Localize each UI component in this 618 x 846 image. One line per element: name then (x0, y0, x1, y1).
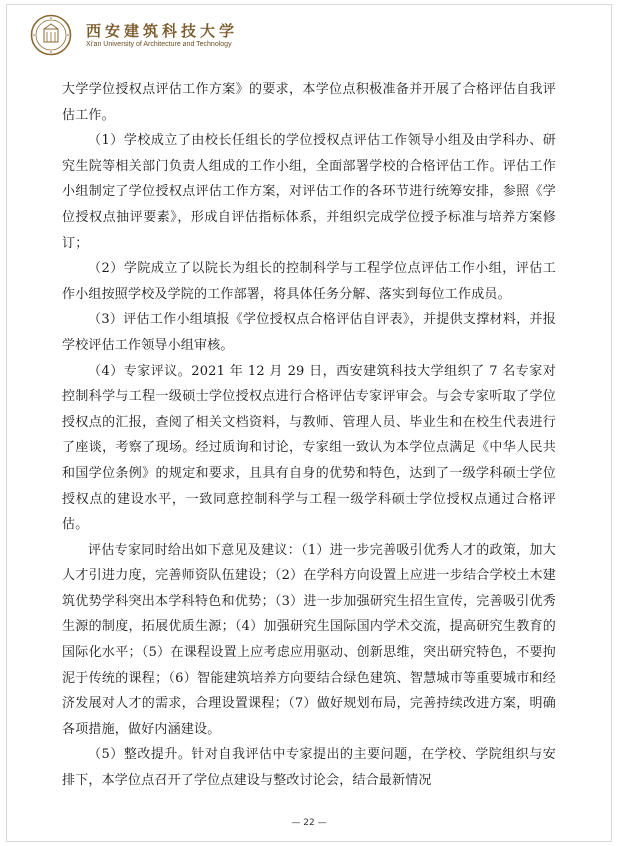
paragraph-continuation: 大学学位授权点评估工作方案》的要求，本学位点积极准备并开展了合格评估自我评估工作。 (62, 82, 556, 123)
paragraph-step-5: （5）整改提升。针对自我评估中专家提出的主要问题，在学校、学院组织与安排下，本学位点召开了学位点建设与整改讨论会，结合最新情况 (62, 747, 556, 789)
paragraph-step-3: （3）评估工作小组填报《学位授权点合格评估自评表》，并提供支撑材料，并报学校评估工作领导小组审核。 (62, 312, 556, 353)
university-name-en: Xi'an University of Architecture and Technology (86, 41, 232, 48)
paragraph-expert-suggestions: 评估专家同时给出如下意见及建议：（1）进一步完善吸引优秀人才的政策，加大人才引进力度，完善师资队伍建设；（2）在学科方向设置上应进一步结合学校土木建筑优势学科突出本学科特色和优势；（3）进一步加强研究生招生宣传，完善吸引优秀生源的制度，拓展优质生源；（4）加强研究生国际国内学术交流，提高研究生教育的国际化水平；（5）在课程设置上应考虑应用驱动、创新思维，突出研究特色，不要拘泥于传统的课程；（6）智能建筑培养方向要结合绿色建筑、智慧城市等重要城市和经济发展对人才的需求，合理设置课程；（7）做好规划布局，完善持续改进方案，明确各项措施，做好内涵建设。 (62, 542, 556, 737)
document-body (62, 77, 556, 794)
paragraph-step-1: （1）学校成立了由校长任组长的学位授权点评估工作领导小组及由学科办、研究生院等相关部门负责人组成的工作小组，全面部署学校的合格评估工作。评估工作小组制定了学位授权点评估工作方案，对评估工作的各环节进行统筹安排，参照《学位授权点抽评要素》，形成自评估指标体系，并组织完成学位授予标准与培养方案修订； (62, 133, 556, 251)
paragraph-step-4: （4）专家评议。2021 年 12 月 29 日，西安建筑科技大学组织了 7 名专家对控制科学与工程一级硕士学位授权点进行合格评估专家评审会。与会专家听取了学位授权点的汇报，查阅了相关文档资料，与教师、管理人员、毕业生和在校生代表进行了座谈，考察了现场。经过质询和讨论，专家组一致认为本学位点满足《中华人民共和国学位条例》的规定和要求，且具有自身的优势和特色，达到了一级学科硕士学位授权点的建设水平，一致同意控制科学与工程一级学科硕士学位授权点通过合格评估。 (62, 363, 556, 533)
university-name-cn: 西安建筑科技大学 (86, 22, 239, 40)
university-seal-icon (30, 14, 72, 56)
page-number: — 22 — (291, 818, 327, 828)
page-header (30, 14, 330, 58)
paragraph-step-2: （2）学院成立了以院长为组长的控制科学与工程学位点评估工作小组，评估工作小组按照学校及学院的工作部署，将具体任务分解、落实到每位工作成员。 (62, 261, 556, 302)
